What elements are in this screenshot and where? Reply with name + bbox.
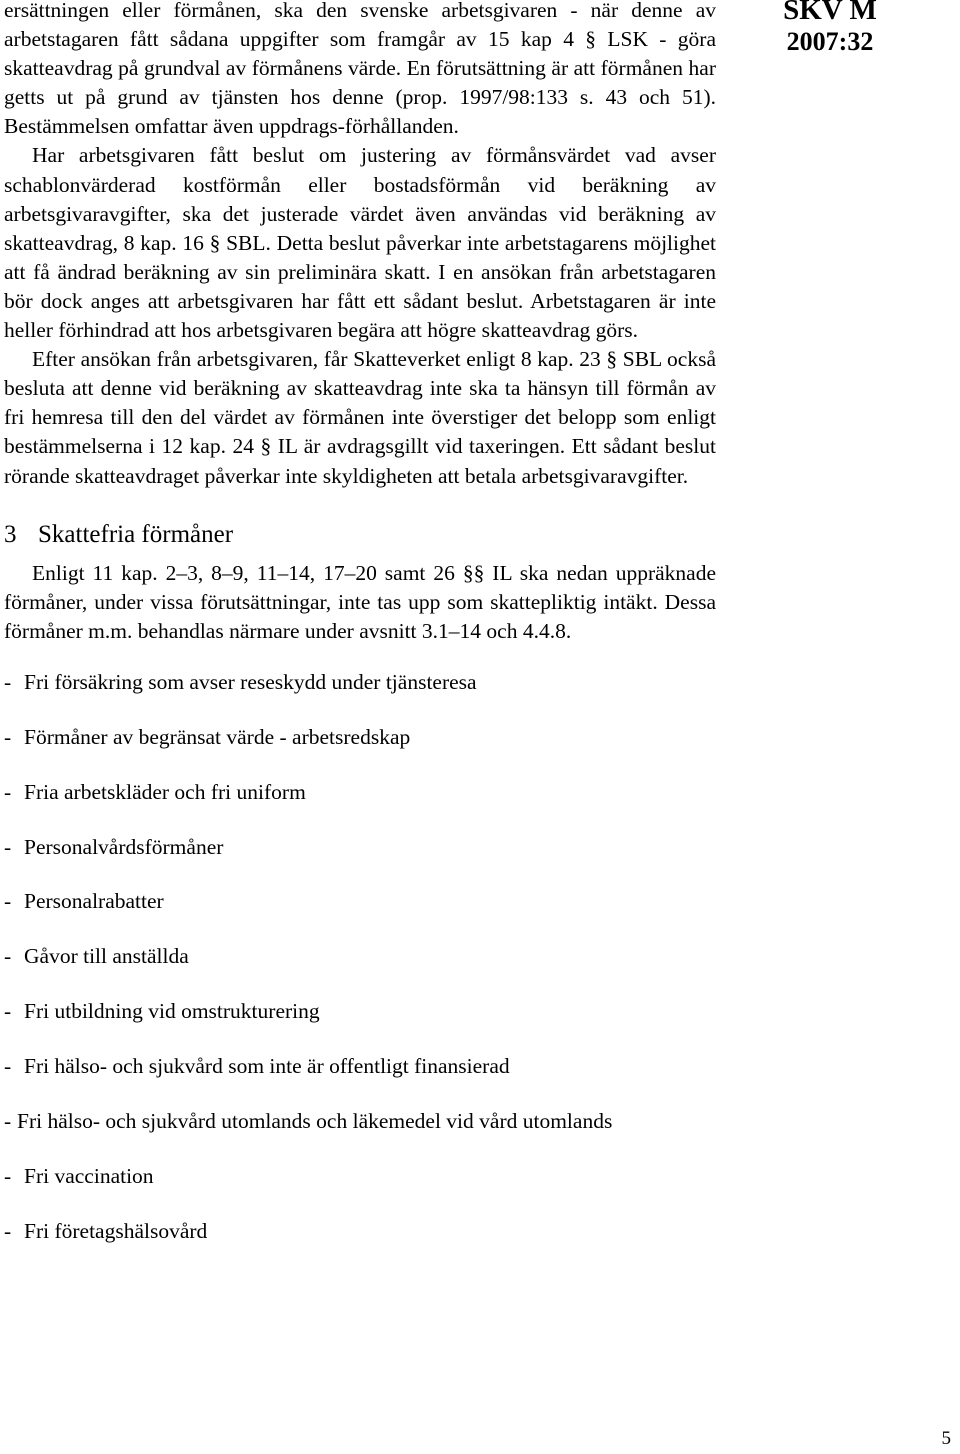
list-dash: -: [4, 669, 12, 694]
header-series: SKV M: [783, 0, 877, 26]
list-item: [4, 1107, 716, 1136]
list-item: [4, 668, 716, 697]
list-dash: -: [4, 999, 12, 1024]
list-dash: -: [4, 779, 12, 804]
paragraph: ersättningen eller förmånen, ska den svenske arbetsgivaren - när denne av arbetstagaren fått sådana uppgifter som framgår av 15 kap 4 § LSK - göra skatteavdrag på grundval av förmånens värde. En förutsättning är att förmånen har getts ut på grund av tjänsten hos denne (prop. 1997/98:133 s. 43 och 51). Bestämmelsen omfattar även uppdrags-förhållanden.: [4, 0, 716, 139]
list-item: [4, 1162, 716, 1191]
list-dash: -: [4, 1163, 12, 1188]
list-item: [4, 833, 716, 862]
header-number: 2007:32: [786, 27, 874, 56]
list-dash: -: [4, 724, 12, 749]
list-item-text: Personalrabatter: [24, 889, 164, 914]
section-intro-paragraph: Enligt 11 kap. 2–3, 8–9, 11–14, 17–20 samt 26 §§ IL ska nedan uppräknade förmåner, under vissa förutsättningar, inte tas upp som skattepliktig intäkt. Dessa förmåner m.m. behandlas närmare under avsnitt 3.1–14 och 4.4.8.: [4, 560, 716, 643]
list-item-text: Fria arbetskläder och fri uniform: [24, 779, 306, 804]
list-item-text: Fri utbildning vid omstrukturering: [24, 999, 320, 1024]
list-item: [4, 723, 716, 752]
list-dash: -: [4, 889, 12, 914]
list-item: [4, 1052, 716, 1081]
list-item: [4, 1217, 716, 1246]
list-dash: -: [4, 1218, 12, 1243]
section-number: 3: [4, 520, 17, 548]
list-item-text: Fri företagshälsovård: [24, 1218, 208, 1243]
document-reference-header: [770, 0, 890, 58]
list-item-text: Förmåner av begränsat värde - arbetsredskap: [24, 724, 411, 749]
list-item: [4, 942, 716, 971]
paragraph: Efter ansökan från arbetsgivaren, får Skatteverket enligt 8 kap. 23 § SBL också besluta att denne vid beräkning av skatteavdrag inte ska ta hänsyn till förmån av fri hemresa till den del värdet av förmånen inte överstiger det belopp som enligt bestämmelserna i 12 kap. 24 § IL är avdragsgillt vid taxeringen. Ett sådant beslut rörande skatteavdraget påverkar inte skyldigheten att betala arbetsgivaravgifter.: [4, 347, 716, 488]
list-dash: -: [4, 1109, 12, 1133]
section-heading: [4, 519, 716, 551]
list-dash: -: [4, 1054, 12, 1079]
list-dash: -: [4, 944, 12, 969]
list-item-text: Fri hälso- och sjukvård utomlands och läkemedel vid vård utomlands: [17, 1109, 613, 1133]
benefit-list: [4, 668, 716, 1246]
list-item-text: Gåvor till anställda: [24, 944, 189, 969]
list-item-text: Fri hälso- och sjukvård som inte är offentligt finansierad: [24, 1054, 510, 1079]
list-item-text: Fri försäkring som avser reseskydd under tjänsteresa: [24, 669, 477, 694]
list-item: [4, 887, 716, 916]
list-dash: -: [4, 834, 12, 859]
paragraph: Har arbetsgivaren fått beslut om justering av förmånsvärdet vad avser schablonvärderad kostförmån eller bostadsförmån vid beräkning av arbetsgivaravgifter, ska det justerade värdet även användas vid beräkning av skatteavdrag, 8 kap. 16 § SBL. Detta beslut påverkar inte arbetstagarens möjlighet att få ändrad beräkning av sin preliminära skatt. I en ansökan från arbetstagaren bör dock anges att arbetsgivaren har fått ett sådant beslut. Arbetstagaren är inte heller förhindrad att hos arbetsgivaren begära att högre skatteavdrag görs.: [4, 143, 716, 343]
list-item-text: Fri vaccination: [24, 1163, 154, 1188]
section-title: Skattefria förmåner: [38, 520, 234, 548]
list-item: [4, 778, 716, 807]
list-item-text: Personalvårdsförmåner: [24, 834, 224, 859]
body-text: [4, 0, 716, 1272]
page-number: 5: [941, 1428, 951, 1449]
list-item: [4, 997, 716, 1026]
